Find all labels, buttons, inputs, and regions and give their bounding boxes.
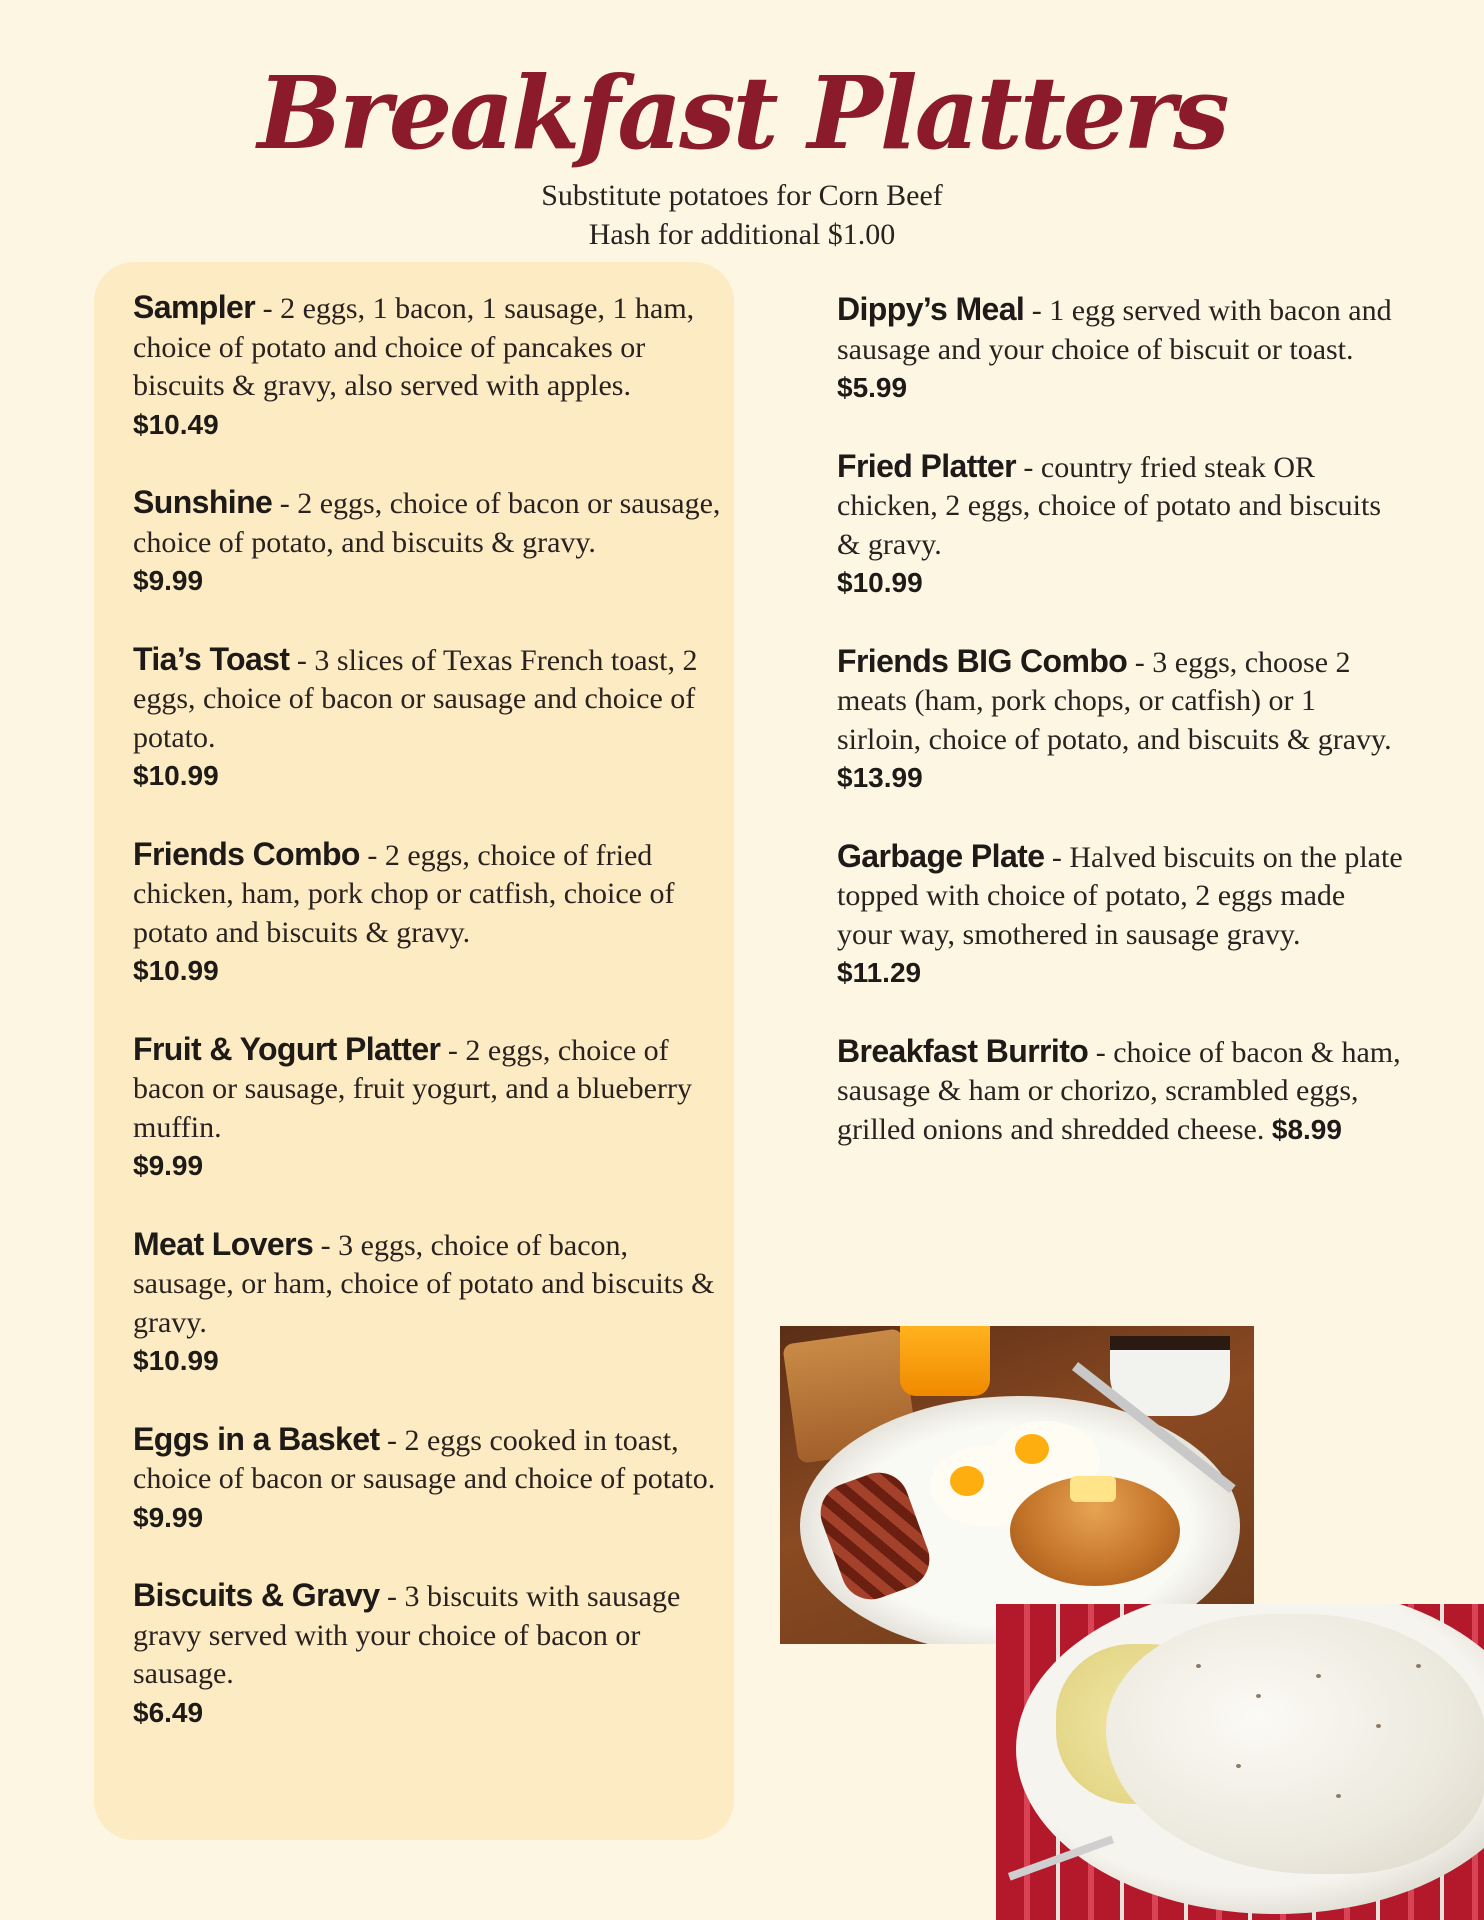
item-name: Fruit & Yogurt Platter <box>133 1030 441 1067</box>
item-price: $10.99 <box>133 955 219 986</box>
subtitle <box>0 176 1484 254</box>
item-description: - 2 eggs, choice of fried chicken, ham, pork chop or catfish, choice of potato and biscuits & gravy. <box>133 838 675 949</box>
pepper-speck <box>1256 1694 1261 1698</box>
item-description: - 2 eggs cooked in toast, choice of bacon or sausage and choice of potato. <box>133 1423 716 1495</box>
item-price: $10.99 <box>837 567 923 598</box>
menu-item <box>837 447 1407 603</box>
item-description: - country fried steak OR chicken, 2 eggs, choice of potato and biscuits & gravy. <box>837 450 1382 561</box>
item-name: Sampler <box>133 289 256 325</box>
page-title: Breakfast Platters <box>257 54 1227 172</box>
item-description: - 2 eggs, choice of bacon or sausage, choice of potato, and biscuits & gravy. <box>133 487 721 559</box>
item-price: $9.99 <box>133 565 204 596</box>
pepper-speck <box>1196 1664 1201 1668</box>
item-price: $10.99 <box>133 1345 219 1376</box>
item-price: $11.29 <box>837 957 922 988</box>
subtitle-line-2: Hash for additional $1.00 <box>588 218 896 251</box>
item-price: $5.99 <box>837 372 908 403</box>
menu-item <box>133 1225 723 1381</box>
item-price: $13.99 <box>837 762 923 793</box>
item-price: $9.99 <box>133 1501 204 1533</box>
orange-juice-image <box>900 1326 990 1396</box>
menu-item <box>837 642 1407 798</box>
menu-item <box>837 837 1407 993</box>
item-description: - 2 eggs, choice of bacon or sausage, fruit yogurt, and a blueberry muffin. <box>133 1033 692 1144</box>
menu-item <box>837 290 1407 408</box>
item-description: - 3 eggs, choose 2 meats (ham, pork chops, or catfish) or 1 sirloin, choice of potato, and biscuits & gravy. <box>837 645 1392 756</box>
item-name: Meat Lovers <box>133 1225 314 1262</box>
item-description: - 3 slices of Texas French toast, 2 eggs, choice of bacon or sausage and choice of potato. <box>133 643 698 754</box>
item-price: $6.49 <box>133 1696 204 1728</box>
item-name: Breakfast Burrito <box>837 1032 1089 1069</box>
item-name: Eggs in a Basket <box>133 1420 380 1457</box>
item-name: Biscuits & Gravy <box>133 1577 380 1613</box>
menu-item <box>133 483 723 601</box>
menu-item <box>837 1032 1407 1150</box>
item-price: $10.99 <box>133 760 219 791</box>
item-price: $9.99 <box>133 1150 204 1181</box>
item-description: - 3 eggs, choice of bacon, sausage, or ham, choice of potato and biscuits & gravy. <box>133 1228 715 1339</box>
item-price: $8.99 <box>1271 1113 1342 1145</box>
subtitle-line-1: Substitute potatoes for Corn Beef <box>541 179 943 212</box>
menu-item <box>133 835 723 991</box>
biscuits-gravy-photo <box>996 1604 1484 1920</box>
menu-item <box>133 1030 723 1186</box>
item-name: Fried Platter <box>837 447 1016 484</box>
pepper-speck <box>1316 1674 1321 1678</box>
right-menu-column <box>837 290 1407 1188</box>
item-description: - Halved biscuits on the plate topped with choice of potato, 2 eggs made your way, smothered in sausage gravy. <box>837 840 1403 951</box>
menu-item <box>133 640 723 796</box>
yolk-image <box>1015 1434 1049 1464</box>
item-name: Dippy’s Meal <box>837 291 1025 327</box>
item-name: Friends Combo <box>133 835 360 872</box>
item-description: - 2 eggs, 1 bacon, 1 sausage, 1 ham, choice of potato and choice of pancakes or biscuits & gravy, also served with apples. <box>133 292 695 402</box>
item-description: - 1 egg served with bacon and sausage and your choice of biscuit or toast. <box>837 294 1392 366</box>
item-price: $10.49 <box>133 408 219 440</box>
item-description: - 3 biscuits with sausage gravy served with your choice of bacon or sausage. <box>133 1580 681 1690</box>
menu-item <box>133 1576 723 1732</box>
item-name: Sunshine <box>133 484 273 520</box>
breakfast-platter-photo <box>780 1326 1254 1644</box>
butter-image <box>1070 1476 1116 1502</box>
yolk-image <box>950 1466 984 1496</box>
pepper-speck <box>1336 1794 1341 1798</box>
menu-item <box>133 288 723 444</box>
item-name: Friends BIG Combo <box>837 642 1128 679</box>
pepper-speck <box>1236 1764 1241 1768</box>
item-description: - choice of bacon & ham, sausage & ham or chorizo, scrambled eggs, grilled onions and shredded cheese. <box>837 1035 1401 1146</box>
item-name: Tia’s Toast <box>133 640 290 677</box>
left-menu-column <box>133 288 723 1771</box>
menu-item <box>133 1420 723 1538</box>
item-name: Garbage Plate <box>837 837 1045 874</box>
pepper-speck <box>1416 1664 1421 1668</box>
pepper-speck <box>1376 1724 1381 1728</box>
